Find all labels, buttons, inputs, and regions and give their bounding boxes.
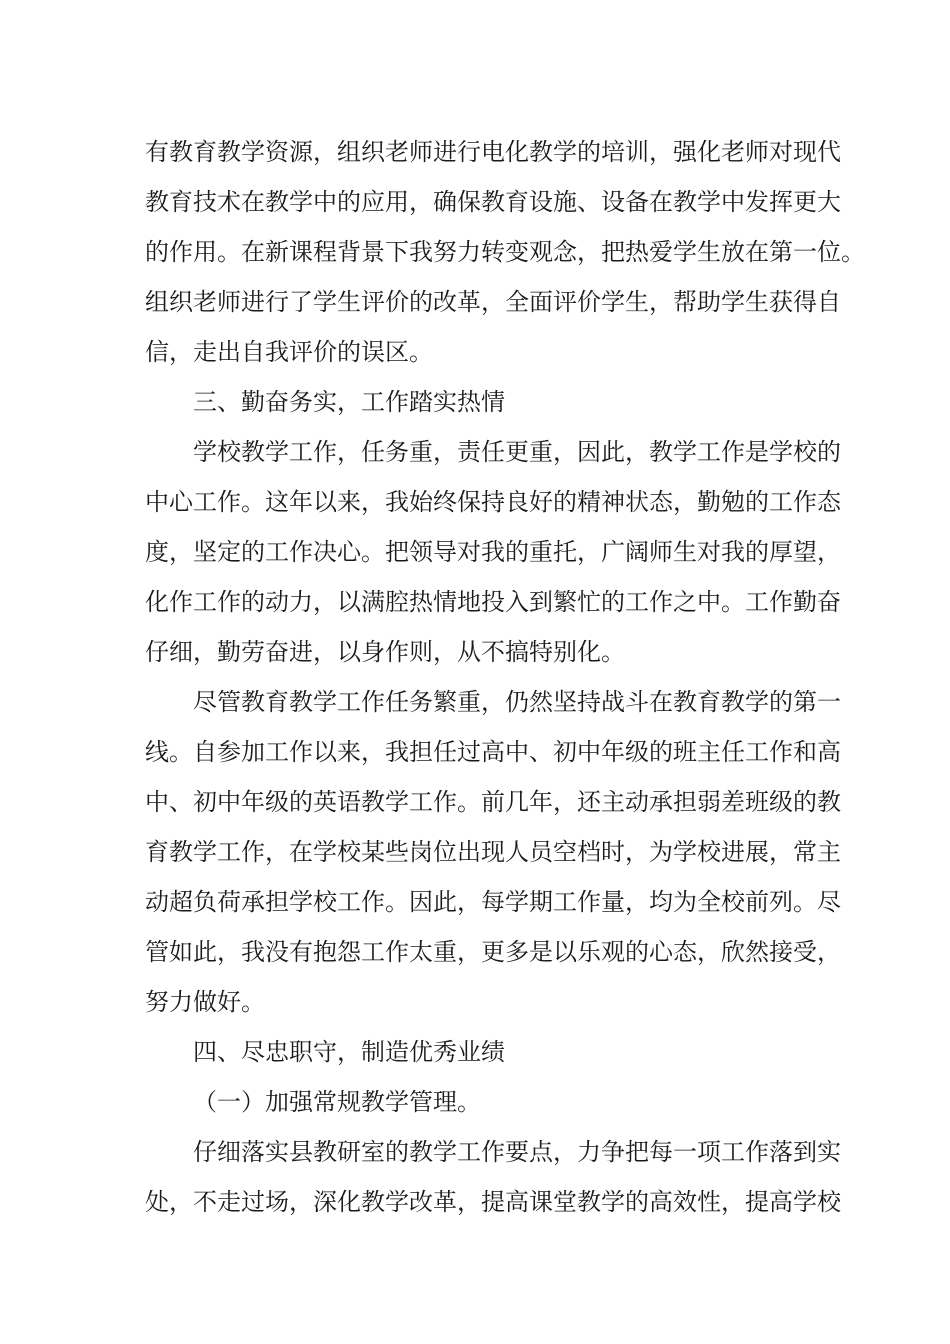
text-line: 化作工作的动力，以满腔热情地投入到繁忙的工作之中。工作勤奋: [145, 588, 841, 616]
text-line: 的作用。在新课程背景下我努力转变观念，把热爱学生放在第一位。: [145, 238, 865, 266]
text-line: 中心工作。这年以来，我始终保持良好的精神状态，勤勉的工作态: [145, 488, 841, 516]
text-line: 处，不走过场，深化教学改革，提高课堂教学的高效性，提高学校: [145, 1188, 841, 1216]
text-line: 有教育教学资源，组织老师进行电化教学的培训，强化老师对现代: [145, 138, 841, 166]
text-line: 教育技术在教学中的应用，确保教育设施、设备在教学中发挥更大: [145, 188, 841, 216]
text-line: 仔细落实县教研室的教学工作要点，力争把每一项工作落到实: [193, 1138, 841, 1166]
text-line: 管如此，我没有抱怨工作太重，更多是以乐观的心态，欣然接受，: [145, 938, 841, 966]
text-line: 育教学工作，在学校某些岗位出现人员空档时，为学校进展，常主: [145, 838, 841, 866]
text-line: 仔细，勤劳奋进，以身作则，从不搞特别化。: [145, 638, 625, 666]
text-line: 线。自参加工作以来，我担任过高中、初中年级的班主任工作和高: [145, 738, 841, 766]
text-line: 三、勤奋务实，工作踏实热情: [193, 388, 505, 416]
text-line: 动超负荷承担学校工作。因此，每学期工作量，均为全校前列。尽: [145, 888, 841, 916]
text-line: （一）加强常规教学管理。: [193, 1088, 481, 1116]
text-line: 四、尽忠职守，制造优秀业绩: [193, 1038, 505, 1066]
document-body: [145, 127, 865, 1227]
text-line: 信，走出自我评价的误区。: [145, 338, 433, 366]
text-line: 中、初中年级的英语教学工作。前几年，还主动承担弱差班级的教: [145, 788, 841, 816]
text-line: 组织老师进行了学生评价的改革，全面评价学生，帮助学生获得自: [145, 288, 841, 316]
text-line: 度，坚定的工作决心。把领导对我的重托，广阔师生对我的厚望，: [145, 538, 841, 566]
text-line: 学校教学工作，任务重，责任更重，因此，教学工作是学校的: [193, 438, 841, 466]
text-line: 努力做好。: [145, 988, 265, 1016]
text-line: 尽管教育教学工作任务繁重，仍然坚持战斗在教育教学的第一: [193, 688, 841, 716]
